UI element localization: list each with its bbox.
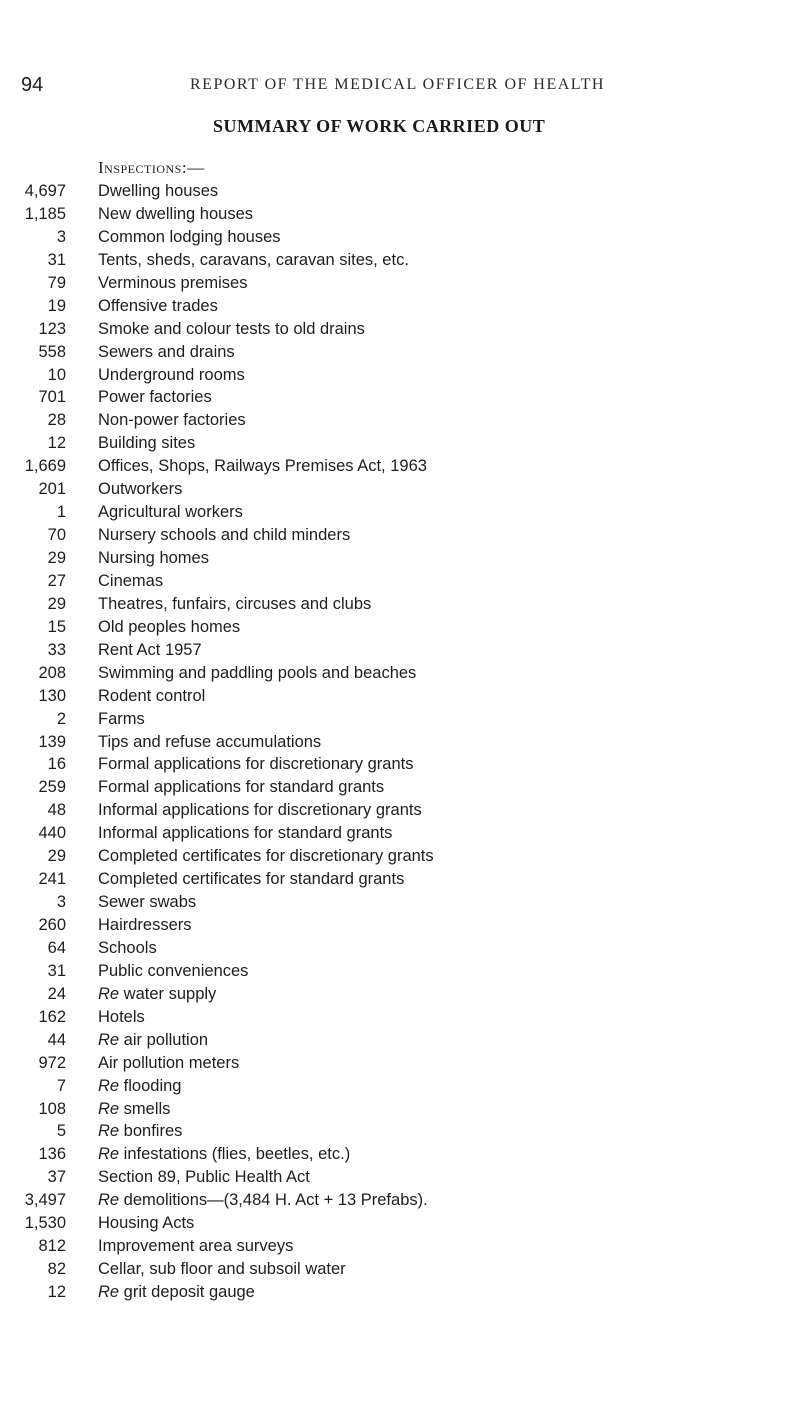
description-text: Housing Acts xyxy=(98,1214,195,1233)
description-text: water supply xyxy=(119,984,217,1003)
re-prefix: Re xyxy=(98,1283,120,1301)
inspection-description xyxy=(98,1235,293,1258)
inspection-count: 162 xyxy=(38,1007,66,1026)
inspection-description xyxy=(98,203,253,226)
inspection-count: 5 xyxy=(56,1122,66,1141)
inspection-description xyxy=(98,662,416,685)
description-text: Power factories xyxy=(98,388,212,407)
list-item xyxy=(0,685,800,708)
list-item xyxy=(0,1235,800,1258)
section-heading: Inspections:— xyxy=(98,158,205,177)
inspection-count: 241 xyxy=(38,870,66,889)
list-item xyxy=(0,776,800,799)
inspection-count: 24 xyxy=(47,984,66,1003)
inspection-count: 31 xyxy=(47,961,66,980)
list-item xyxy=(0,1052,800,1075)
inspection-description xyxy=(98,1212,194,1235)
inspection-count: 136 xyxy=(38,1145,66,1164)
inspection-count: 48 xyxy=(47,801,66,820)
inspection-description xyxy=(98,180,218,203)
inspection-count: 12 xyxy=(47,434,66,453)
list-item xyxy=(0,731,800,754)
inspection-count: 440 xyxy=(38,824,66,843)
description-text: Section 89, Public Health Act xyxy=(98,1168,310,1187)
description-text: bonfires xyxy=(119,1122,183,1141)
inspection-description xyxy=(98,708,145,731)
description-text: Sewers and drains xyxy=(98,342,235,361)
list-item xyxy=(0,1189,800,1212)
list-item xyxy=(0,845,800,868)
inspection-description xyxy=(98,731,321,754)
description-text: air pollution xyxy=(119,1030,209,1049)
re-prefix: Re xyxy=(98,1076,120,1095)
inspection-count: 79 xyxy=(47,273,66,292)
inspection-description xyxy=(98,593,371,616)
inspection-count: 1,185 xyxy=(24,204,66,223)
description-text: Underground rooms xyxy=(98,365,245,384)
list-item xyxy=(0,1075,800,1098)
inspection-count: 29 xyxy=(47,847,66,866)
description-text: Public conveniences xyxy=(98,961,249,980)
description-text: Old peoples homes xyxy=(98,617,241,636)
inspection-count: 44 xyxy=(47,1030,66,1049)
inspection-count: 972 xyxy=(38,1053,66,1072)
list-item xyxy=(0,616,800,639)
inspection-description xyxy=(98,845,434,868)
list-item xyxy=(0,983,800,1006)
description-text: Hotels xyxy=(98,1007,145,1026)
list-item xyxy=(0,662,800,685)
inspection-description xyxy=(98,1052,239,1075)
description-text: Improvement area surveys xyxy=(98,1237,294,1256)
list-item xyxy=(0,501,800,524)
inspection-count: 3 xyxy=(56,227,66,246)
list-item xyxy=(0,249,800,272)
inspection-count: 108 xyxy=(38,1099,66,1118)
description-text: Offices, Shops, Railways Premises Act, 1963 xyxy=(98,457,427,476)
description-text: Completed certificates for standard grants xyxy=(98,870,405,889)
description-text: Formal applications for standard grants xyxy=(98,778,385,797)
re-prefix: Re xyxy=(98,1191,120,1210)
inspection-description xyxy=(98,1029,208,1052)
description-text: Verminous premises xyxy=(98,273,248,292)
description-text: Rent Act 1957 xyxy=(98,640,202,659)
inspection-description xyxy=(98,1006,145,1029)
list-item xyxy=(0,226,800,249)
inspection-description xyxy=(98,983,216,1006)
list-item xyxy=(0,478,800,501)
inspection-description xyxy=(98,868,404,891)
description-text: Cellar, sub floor and subsoil water xyxy=(98,1260,346,1279)
inspection-count: 1,530 xyxy=(24,1214,66,1233)
list-item xyxy=(0,937,800,960)
inspection-description xyxy=(98,891,196,914)
inspection-count: 259 xyxy=(38,778,66,797)
description-text: Outworkers xyxy=(98,480,183,499)
list-item xyxy=(0,799,800,822)
description-text: Nursery schools and child minders xyxy=(98,526,351,545)
inspection-count: 28 xyxy=(47,411,66,430)
description-text: Offensive trades xyxy=(98,296,218,315)
inspection-count: 64 xyxy=(47,938,66,957)
inspection-description xyxy=(98,570,163,593)
description-text: Farms xyxy=(98,709,145,728)
inspection-count: 4,697 xyxy=(24,182,66,200)
inspection-count: 139 xyxy=(38,732,66,751)
inspection-count: 15 xyxy=(47,617,66,636)
description-text: Swimming and paddling pools and beaches xyxy=(98,663,417,682)
inspection-description xyxy=(98,937,157,960)
inspection-description xyxy=(98,455,427,478)
inspection-count: 82 xyxy=(47,1260,66,1279)
list-item xyxy=(0,455,800,478)
inspection-description xyxy=(98,960,248,983)
inspection-count: 1,669 xyxy=(24,457,66,476)
description-text: Informal applications for discretionary grants xyxy=(98,801,422,820)
description-text: infestations (flies, beetles, etc.) xyxy=(119,1145,351,1164)
list-item xyxy=(0,1281,800,1304)
list-item xyxy=(0,593,800,616)
description-text: Non-power factories xyxy=(98,411,246,430)
re-prefix: Re xyxy=(98,1099,120,1118)
inspection-count: 123 xyxy=(38,319,66,338)
inspection-description xyxy=(98,1098,170,1121)
list-item xyxy=(0,524,800,547)
list-item xyxy=(0,570,800,593)
list-item xyxy=(0,914,800,937)
inspection-description xyxy=(98,524,350,547)
description-text: Building sites xyxy=(98,434,196,453)
description-text: demolitions—(3,484 H. Act + 13 Prefabs). xyxy=(119,1191,428,1210)
list-item xyxy=(0,1212,800,1235)
description-text: Air pollution meters xyxy=(98,1053,240,1072)
inspection-count: 31 xyxy=(47,250,66,269)
list-item xyxy=(0,1006,800,1029)
list-item xyxy=(0,1166,800,1189)
inspection-count: 29 xyxy=(47,549,66,567)
inspection-description xyxy=(98,616,240,639)
inspection-description xyxy=(98,1166,310,1189)
page-title: SUMMARY OF WORK CARRIED OUT xyxy=(213,116,546,136)
inspection-description xyxy=(98,295,218,318)
inspection-description xyxy=(98,1281,255,1304)
inspection-description xyxy=(98,1120,182,1143)
re-prefix: Re xyxy=(98,984,120,1003)
inspection-count: 29 xyxy=(47,594,66,613)
re-prefix: Re xyxy=(98,1030,120,1049)
description-text: Hairdressers xyxy=(98,916,192,934)
description-text: Formal applications for discretionary grants xyxy=(98,755,414,774)
list-item xyxy=(0,180,800,203)
inspection-description xyxy=(98,272,247,295)
inspection-count: 208 xyxy=(38,663,66,682)
inspection-count: 201 xyxy=(38,480,66,499)
inspection-count: 130 xyxy=(38,686,66,705)
inspection-count: 558 xyxy=(38,342,66,361)
list-item xyxy=(0,547,800,570)
description-text: smells xyxy=(119,1099,171,1118)
inspections-list xyxy=(0,180,800,1304)
inspection-description xyxy=(98,364,245,387)
description-text: Tents, sheds, caravans, caravan sites, etc. xyxy=(98,250,409,269)
list-item xyxy=(0,1098,800,1121)
inspection-description xyxy=(98,1075,181,1098)
inspection-description xyxy=(98,318,365,341)
description-text: Smoke and colour tests to old drains xyxy=(98,319,365,338)
inspection-description xyxy=(98,799,422,822)
list-item xyxy=(0,409,800,432)
list-item xyxy=(0,708,800,731)
description-text: Schools xyxy=(98,938,157,957)
description-text: Cinemas xyxy=(98,571,164,590)
re-prefix: Re xyxy=(98,1122,120,1141)
list-item xyxy=(0,891,800,914)
inspection-description xyxy=(98,914,192,937)
description-text: Completed certificates for discretionary grants xyxy=(98,847,434,866)
inspection-description xyxy=(98,341,235,364)
description-text: New dwelling houses xyxy=(98,204,254,223)
inspection-description xyxy=(98,432,195,455)
inspection-description xyxy=(98,547,209,570)
description-text: Tips and refuse accumulations xyxy=(98,732,322,751)
description-text: Informal applications for standard grants xyxy=(98,824,393,843)
list-item xyxy=(0,960,800,983)
inspection-count: 37 xyxy=(47,1168,66,1187)
list-item xyxy=(0,364,800,387)
inspection-count: 260 xyxy=(38,916,66,934)
list-item xyxy=(0,318,800,341)
inspection-count: 701 xyxy=(38,388,66,407)
list-item xyxy=(0,822,800,845)
inspection-description xyxy=(98,753,413,776)
inspection-description xyxy=(98,685,205,708)
list-item xyxy=(0,341,800,364)
inspection-description xyxy=(98,249,409,272)
list-item xyxy=(0,1120,800,1143)
inspection-count: 33 xyxy=(47,640,66,659)
description-text: Theatres, funfairs, circuses and clubs xyxy=(98,594,372,613)
description-text: flooding xyxy=(119,1076,182,1095)
list-item xyxy=(0,386,800,409)
list-item xyxy=(0,432,800,455)
inspection-description xyxy=(98,1189,428,1212)
list-item xyxy=(0,203,800,226)
inspection-count: 3,497 xyxy=(24,1191,66,1210)
inspection-count: 10 xyxy=(47,365,66,384)
inspection-description xyxy=(98,639,202,662)
inspection-count: 2 xyxy=(56,709,66,728)
inspection-count: 16 xyxy=(47,755,66,774)
description-text: Dwelling houses xyxy=(98,182,219,200)
inspection-description xyxy=(98,409,246,432)
inspection-count: 1 xyxy=(56,503,66,522)
re-prefix: Re xyxy=(98,1145,120,1164)
description-text: Nursing homes xyxy=(98,549,209,567)
inspection-count: 70 xyxy=(47,526,66,545)
inspection-description xyxy=(98,1143,350,1166)
inspection-count: 19 xyxy=(47,296,66,315)
list-item xyxy=(0,1258,800,1281)
inspection-description xyxy=(98,822,392,845)
inspection-description xyxy=(98,478,182,501)
description-text: Common lodging houses xyxy=(98,227,281,246)
inspection-count: 812 xyxy=(38,1237,66,1256)
page-number: 94 xyxy=(21,74,44,96)
list-item xyxy=(0,639,800,662)
inspection-description xyxy=(98,226,281,249)
description-text: grit deposit gauge xyxy=(119,1283,255,1301)
running-head: REPORT OF THE MEDICAL OFFICER OF HEALTH xyxy=(190,76,605,93)
list-item xyxy=(0,295,800,318)
inspection-count: 27 xyxy=(47,571,66,590)
inspection-count: 3 xyxy=(56,893,66,912)
inspection-description xyxy=(98,776,384,799)
list-item xyxy=(0,1029,800,1052)
description-text: Rodent control xyxy=(98,686,206,705)
list-item xyxy=(0,1143,800,1166)
inspection-description xyxy=(98,1258,346,1281)
inspection-description xyxy=(98,386,212,409)
list-item xyxy=(0,753,800,776)
inspection-count: 12 xyxy=(47,1283,66,1301)
list-item xyxy=(0,868,800,891)
inspection-count: 7 xyxy=(56,1076,66,1095)
description-text: Agricultural workers xyxy=(98,503,243,522)
list-item xyxy=(0,272,800,295)
inspection-description xyxy=(98,501,243,524)
description-text: Sewer swabs xyxy=(98,893,197,912)
